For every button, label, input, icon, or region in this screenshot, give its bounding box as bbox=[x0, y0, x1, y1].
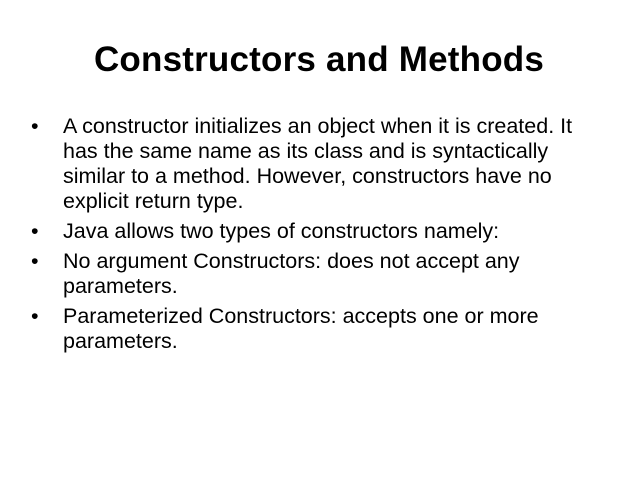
bullet-text: Java allows two types of constructors namely: bbox=[63, 219, 500, 243]
bullet-item bbox=[31, 304, 611, 354]
slide-title: Constructors and Methods bbox=[93, 40, 545, 79]
bullet-dot-icon: • bbox=[31, 304, 39, 328]
bullet-item bbox=[31, 114, 611, 214]
bullet-dot-icon: • bbox=[31, 219, 39, 243]
bullet-text: A constructor initializes an object when it is created. It has the same name as its class and is syntactically similar to a method. However, constructors have no explicit return type. bbox=[63, 114, 573, 213]
bullet-text: No argument Constructors: does not accept any parameters. bbox=[63, 249, 520, 298]
bullet-list bbox=[31, 114, 611, 359]
bullet-dot-icon: • bbox=[31, 249, 39, 273]
bullet-item bbox=[31, 219, 611, 244]
bullet-item bbox=[31, 249, 611, 299]
bullet-dot-icon: • bbox=[31, 114, 39, 138]
bullet-text: Parameterized Constructors: accepts one or more parameters. bbox=[63, 304, 539, 353]
